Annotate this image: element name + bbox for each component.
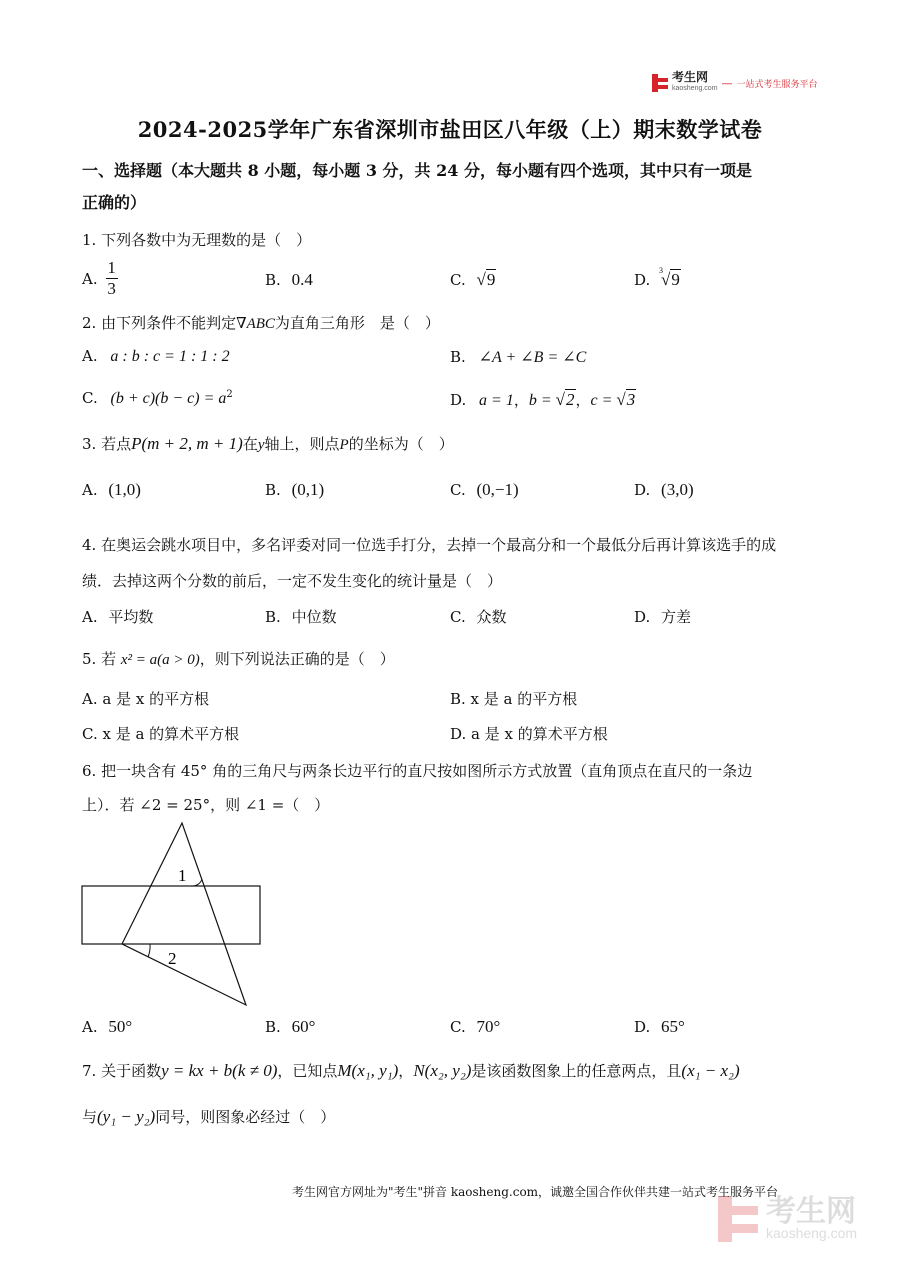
- q7-line2-post: 同号，则图象必经过（ ）: [155, 1108, 336, 1126]
- q5-stem-pre: 5. 若: [82, 650, 117, 668]
- footer-text: 考生网官方网址为"考生"拼音 kaosheng.com，诚邀全国合作伙伴共建一站式考生服务平台: [292, 1185, 779, 1199]
- q3-option-d: [634, 480, 694, 500]
- q7-line1-pre: 7. 关于函数: [82, 1062, 162, 1080]
- q3-stem-pre: 3. 若点: [82, 435, 132, 453]
- q7-line1-post: 是该函数图象上的任意两点，且: [471, 1062, 682, 1080]
- q1-b-value: 0.4: [291, 270, 313, 289]
- q4-stem-line1: 4. 在奥运会跳水项目中，多名评委对同一位选手打分，去掉一个最高分和一个最低分后再计算该选手的成: [82, 536, 777, 554]
- q7-line1-mid: ，已知点: [277, 1062, 338, 1080]
- q7-stem-line1: [82, 1060, 740, 1081]
- q2-option-c: [82, 389, 233, 408]
- angle-2-label: 2: [168, 949, 177, 968]
- q2-d-c-pre: c =: [590, 392, 617, 409]
- page-title: 2024-2025学年广东省深圳市盐田区八年级（上）期末数学试卷: [137, 117, 763, 142]
- q2-c-value: (b + c)(b − c) = a: [110, 390, 227, 407]
- q2-a-label: A.: [82, 347, 98, 365]
- q3-stem: [82, 433, 454, 454]
- q6-option-d: [634, 1017, 685, 1037]
- header-logo: [652, 72, 818, 94]
- q3-stem-point: P(m + 2, m + 1): [131, 434, 243, 453]
- q7-function: y = kx + b(k ≠ 0): [161, 1061, 278, 1080]
- q5-stem: [82, 648, 395, 669]
- q2-c-label: C.: [82, 389, 98, 407]
- logo-divider: —: [721, 76, 733, 90]
- q2-d-sep1: ，: [513, 391, 529, 409]
- q7-stem-line2: [82, 1106, 335, 1127]
- watermark-name: 考生网: [766, 1194, 856, 1229]
- q6-d-value: 65°: [661, 1017, 685, 1036]
- q3-a-value: (1,0): [108, 480, 141, 499]
- q1-option-a: [82, 258, 118, 299]
- q3-stem-p: P: [339, 437, 349, 453]
- q4-d-value: 方差: [661, 608, 692, 626]
- q1-b-label: B.: [265, 271, 281, 289]
- q4-option-c: [450, 606, 507, 627]
- q4-b-label: B.: [265, 608, 281, 626]
- q1-a-label: A.: [82, 269, 98, 288]
- q3-b-value: (0,1): [291, 480, 325, 499]
- q7-line2-pre: 与: [82, 1108, 98, 1126]
- q3-option-a: [82, 480, 141, 500]
- q6-stem-line2: 上）．若 ∠2 = 25°，则 ∠1 =（ ）: [82, 796, 330, 814]
- q5-option-a: A. a 是 x 的平方根: [82, 690, 210, 708]
- q2-d-sep2: ，: [575, 391, 591, 409]
- q3-option-b: [265, 480, 324, 500]
- q3-c-value: (0,−1): [476, 480, 519, 499]
- q6-a-value: 50°: [108, 1017, 133, 1036]
- q2-stem-post: 为直角三角形 是（ ）: [274, 314, 440, 332]
- q1-c-label: C.: [450, 271, 466, 289]
- q4-option-d: [634, 606, 691, 627]
- q5-stem-post: ，则下列说法正确的是（ ）: [199, 650, 395, 668]
- q6-option-b: [265, 1017, 315, 1037]
- q3-stem-y: y: [257, 437, 265, 453]
- logo-slogan: 一站式考生服务平台: [736, 79, 818, 90]
- q6-option-c: [450, 1017, 500, 1037]
- q3-stem-mid: 在: [242, 435, 258, 453]
- q3-option-c: [450, 480, 519, 500]
- triangle-ruler: [122, 823, 246, 1005]
- q2-stem-triangle: ∇ABC: [236, 316, 275, 332]
- q2-c-exponent: 2: [226, 389, 233, 400]
- q2-d-b-pre: b =: [528, 392, 556, 409]
- q2-stem: [82, 312, 440, 333]
- q2-b-label: B.: [450, 348, 466, 366]
- q1-option-d: [634, 266, 681, 290]
- q4-b-value: 中位数: [291, 608, 337, 626]
- q2-d-a: a = 1: [479, 392, 514, 409]
- q3-a-label: A.: [82, 481, 98, 499]
- q5-stem-math: x² = a(a > 0): [120, 652, 200, 668]
- q4-d-label: D.: [634, 608, 651, 626]
- q3-d-label: D.: [634, 481, 651, 499]
- q2-d-b-sqrt: √2: [555, 390, 575, 409]
- q7-point-n: N(x₂, y₂): [413, 1061, 472, 1080]
- q4-a-value: 平均数: [108, 608, 154, 626]
- q3-stem-mid2: 轴上，则点: [264, 435, 340, 453]
- kaosheng-watermark-icon: [718, 1196, 758, 1242]
- q2-a-value: a : b : c = 1 : 1 : 2: [110, 348, 230, 365]
- q3-b-label: B.: [265, 481, 281, 499]
- q7-x-diff: (x₁ − x₂): [681, 1061, 740, 1080]
- q2-b-value: ∠A + ∠B = ∠C: [478, 349, 587, 366]
- q1-a-numerator: 1: [107, 258, 116, 277]
- q6-d-label: D.: [634, 1018, 651, 1036]
- angle-1-arc: [192, 879, 202, 886]
- watermark-domain: kaosheng.com: [766, 1225, 858, 1241]
- q7-line1-sep: ，: [398, 1062, 414, 1080]
- q6-a-label: A.: [82, 1018, 98, 1036]
- q7-point-m: M(x₁, y₁): [337, 1061, 399, 1080]
- q3-c-label: C.: [450, 481, 466, 499]
- q4-option-b: [265, 606, 337, 627]
- kaosheng-logo-icon: [652, 74, 668, 92]
- section-heading-line2: 正确的）: [82, 193, 147, 212]
- ruler-rectangle: [82, 886, 260, 944]
- q1-option-b: [265, 270, 313, 290]
- angle-2-arc: [148, 944, 150, 957]
- q2-option-b: [450, 347, 586, 367]
- q2-d-c-sqrt: √3: [616, 390, 636, 409]
- q1-c-radicand: 9: [486, 270, 496, 289]
- q5-option-b: B. x 是 a 的平方根: [450, 690, 578, 708]
- q1-a-fraction: [106, 258, 118, 299]
- q6-option-a: [82, 1017, 132, 1037]
- q6-b-value: 60°: [291, 1017, 316, 1036]
- q2-d-c: [591, 392, 637, 409]
- q3-stem-post: 的坐标为（ ）: [348, 435, 454, 453]
- q2-d-b-rad: 2: [566, 390, 575, 409]
- q4-option-a: [82, 606, 153, 627]
- q1-option-c: [450, 270, 496, 290]
- q1-d-index: 3: [659, 266, 664, 275]
- q3-d-value: (3,0): [661, 480, 694, 499]
- q1-d-label: D.: [634, 271, 651, 289]
- q4-stem-line2: 绩．去掉这两个分数的前后，一定不发生变化的统计量是（ ）: [82, 572, 503, 590]
- q6-figure: [70, 815, 280, 1015]
- q4-a-label: A.: [82, 608, 98, 626]
- q6-c-value: 70°: [476, 1017, 501, 1036]
- q2-d-b: [529, 392, 576, 409]
- q1-a-denominator: 3: [107, 279, 116, 298]
- q1-c-sqrt: √9: [476, 270, 496, 289]
- q2-option-d: [450, 389, 636, 410]
- watermark-logo: [718, 1196, 857, 1242]
- angle-1-label: 1: [178, 866, 187, 885]
- q5-option-c: C. x 是 a 的算术平方根: [82, 725, 240, 743]
- q2-option-a: [82, 347, 230, 366]
- logo-name: 考生网: [672, 70, 709, 84]
- q2-d-label: D.: [450, 391, 467, 409]
- q4-c-label: C.: [450, 608, 466, 626]
- q5-option-d: D. a 是 x 的算术平方根: [450, 725, 608, 743]
- q2-stem-pre: 2. 由下列条件不能判定: [82, 314, 237, 332]
- q7-y-diff: (y₁ − y₂): [97, 1107, 156, 1126]
- q2-d-c-rad: 3: [626, 390, 636, 409]
- q6-b-label: B.: [265, 1018, 281, 1036]
- q1-stem: 1. 下列各数中为无理数的是（ ）: [82, 231, 312, 249]
- q1-d-cbrt: 3 √9: [659, 266, 680, 289]
- q6-stem-line1: 6. 把一块含有 45° 角的三角尺与两条长边平行的直尺按如图所示方式放置（直角顶点在直尺的一条边: [82, 762, 753, 780]
- q6-c-label: C.: [450, 1018, 466, 1036]
- q1-d-radicand: 9: [671, 270, 680, 289]
- q4-c-value: 众数: [476, 608, 507, 626]
- logo-domain: kaosheng.com: [672, 85, 718, 92]
- section-heading-line1: 一、选择题（本大题共 8 小题，每小题 3 分，共 24 分，每小题有四个选项，其中只有一项是: [82, 161, 752, 180]
